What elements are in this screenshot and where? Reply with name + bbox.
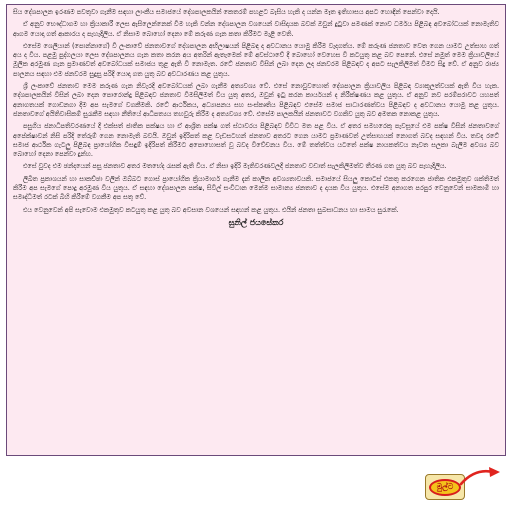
back-navigation xyxy=(423,462,503,507)
back-label: මුල්ට xyxy=(429,479,461,496)
curved-arrow-icon xyxy=(459,464,503,486)
article-paragraph-5: පසුගිය ජනාධිපතිවරණයේ දී එක්සත් ජාතික පක්ෂය හා ඒ ආශ්‍රිත පක්ෂ ගත් ස්ථාවරය පිළිබඳව විවිධ මත පළ විය. ඒ අතර සමහරෙකු පැවසූයේ එම පක්ෂ විසින් ජනතාවගේ අපේක්ෂාවන් නිසි පරිදි තේරුම් ගෙන නොමැති බවයි. ඔවුන් ඉදිරිපත් කළ වැඩසටහන් ජනතාව අතරට ගෙන යාමට ප්‍රමාණවත් උත්සාහයක් නොගත් බවද සඳහන් විය. තවද රටේ සමාජ ආර්ථික ගැටලු පිළිබඳ ප්‍රායෝගික විසඳුම් ඉදිරිපත් කිරීමට අපොහොසත් වූ බවද විවේචනය විය. මේ තත්ත්වය යටතේ පක්ෂ නායකත්වය නැවත සලකා බැලීම අවශ්‍ය බව බොහෝ දෙනා පෙන්වා දුන්හ. xyxy=(13,122,499,159)
article-paragraph-4: ශ්‍රී ලංකාවේ ජනතාව මෙම කරුණ ගැන නිවැරදි අවබෝධයක් ලබා ගැනීම අත්‍යවශ්‍ය වේ. එසේ නොවුවහොත් දේශපාලන ක්‍රියාවලිය පිළිබඳ ව්‍යාකූලත්වයක් ඇති විය හැක. දේශපාලකයින් විසින් ලබා දෙන පොරොන්දු පිළිබඳව ජනතාව විමසිලිමත් විය යුතු අතර, ඔවුන් ඉටු කරන කාර්යයන් ද නිරීක්ෂණය කළ යුතුය. ඒ අනුව නව පරම්පරාවට යහපත් අනාගතයක් ගොඩනගා දීම අප සැමගේ වගකීමකි. රටේ ආර්ථිකය, අධ්‍යාපනය සහ සංස්කෘතිය පිළිබඳව එසේම සමාජ සාධාරණත්වය පිළිබඳව ද අවධානය යොමු කළ යුතුය. ජනතාවගේ අයිතිවාසිකම් සුරැකීම සඳහා නීතියේ ආධිපත්‍යය තහවුරු කිරීම ද අත්‍යවශ්‍ය වේ. එසේම පාලකයින් ජනතාවට වගකිව යුතු බව අමතක නොකළ යුතුය. xyxy=(13,82,499,118)
article-paragraph-8: එය වෙනුවෙන් අපි සැවොම එකමුතුව කටයුතු කළ යුතු බව අවසාන වශයෙන් සඳහන් කළ යුතුය. එයින් ජනතා සුබසාධනය හා සාමය සුරැකේ. xyxy=(23,205,399,214)
article-paragraph-6: එසේ වුවද එම ඡන්දයෙන් පසු ජනතාව අතර මතභේද රැසක් ඇති විය. ඒ නිසා ඉදිරි මැතිවරණවලදී ජනතාව වඩාත් සැලකිලිමත්ව තීරණ ගත යුතු බව පැහැදිලිය. xyxy=(23,162,447,171)
page xyxy=(6,4,506,464)
article-paragraph-3: එසේම ශෙලියාන් (පොන්නාගේ) වී ලංකාවේ ජනතාවගේ දේශපාලන අභිලාෂයන් පිළිබඳ ද අවධානය යොමු කිරීම වැදගත්ය. මේ කරුණ ජනතාව වෙත ගෙන යාමට උත්සාහ ගත් අය ද විය. පළමු පුද්ගලයා ලෙස දේශපාලනය ගැන කතා කරන අය අතරින් ඇතැමෙක් මේ අවස්ථාවේ දී බොහෝ වෙහෙස වී කටයුතු කළ බව පෙනේ. එසේ නමුත් මෙම ක්‍රියාවලියේ මූලික අරමුණ ගැන ප්‍රමාණවත් අවබෝධයක් සමාජය තුළ ඇති වී නොමැත. රටේ ජනතාව විසින් ලබා දෙන ලද ජනවරම පිළිබඳව ද අපට සැලකිලිමත් වීමට සිදු වේ. ඒ අනුව රාජ්‍ය පාලනය සඳහා එම ජනවරම සුදුසු පරිදි යොදා ගත යුතු බව අවධාරණය කළ යුතුය. xyxy=(13,41,499,78)
article-paragraph-7: ලිඛිත ප්‍රකාශයන් හා සාකච්ඡා වලින් ඔබ්බට ගොස් ප්‍රායෝගික ක්‍රියාමාර්ග ගැනීම දැන් කාලීන අවශ්‍යතාවයකි. සමාජයේ සියලු කොටස් එකතු කරගෙන ජාතික එකමුතුව ශක්තිමත් කිරීම අප සැමගේ පොදු අරමුණ විය යුතුය. ඒ සඳහා දේශපාලන පක්ෂ, සිවිල් සංවිධාන මෙන්ම සාමාන්‍ය ජනතාව ද දායක විය යුතුය. එසේම අනාගත පරපුර වෙනුවෙන් සාමකාමී හා සමෘද්ධිමත් රටක් බිහි කිරීමේ වගකීම අප සතු වේ. xyxy=(13,174,499,202)
author-signature: සුනිල් ජයසේකර xyxy=(228,217,284,227)
article-paragraph-2: ඒ අනුව භෞද්ධාගම හා ක්‍රියාකාරී ලෙස ඇසිලෙන්නෙක් වීම හැකි වන්න දේශපාලන වශයෙන් වාසිදායක බවක් ඔවුන් දුටුවා පමණක් නොව ධර්මය පිළිබඳ අවබෝධයක් නොමැතිව ආගම යොදා ගත් ආකාරය ද පැහැදිලිය. ඒ නිසාම බොහෝ දෙනා මේ කරුණ ගැන කතා කිරීමට මැළි වෙති. xyxy=(13,20,499,38)
article-panel xyxy=(6,4,506,456)
article-paragraph-1: සිය දේශපාලන ඉරණම පවතුවා ගැනීම සඳහා ලාංකීය සමාජයේ දේශපාලකයින් කෙතරම් පහළට බැසිය හැකි ද යන්න මෑත ඉතිහාසය අපට හොඳින් පෙන්වා දෙයි. xyxy=(13,8,440,16)
